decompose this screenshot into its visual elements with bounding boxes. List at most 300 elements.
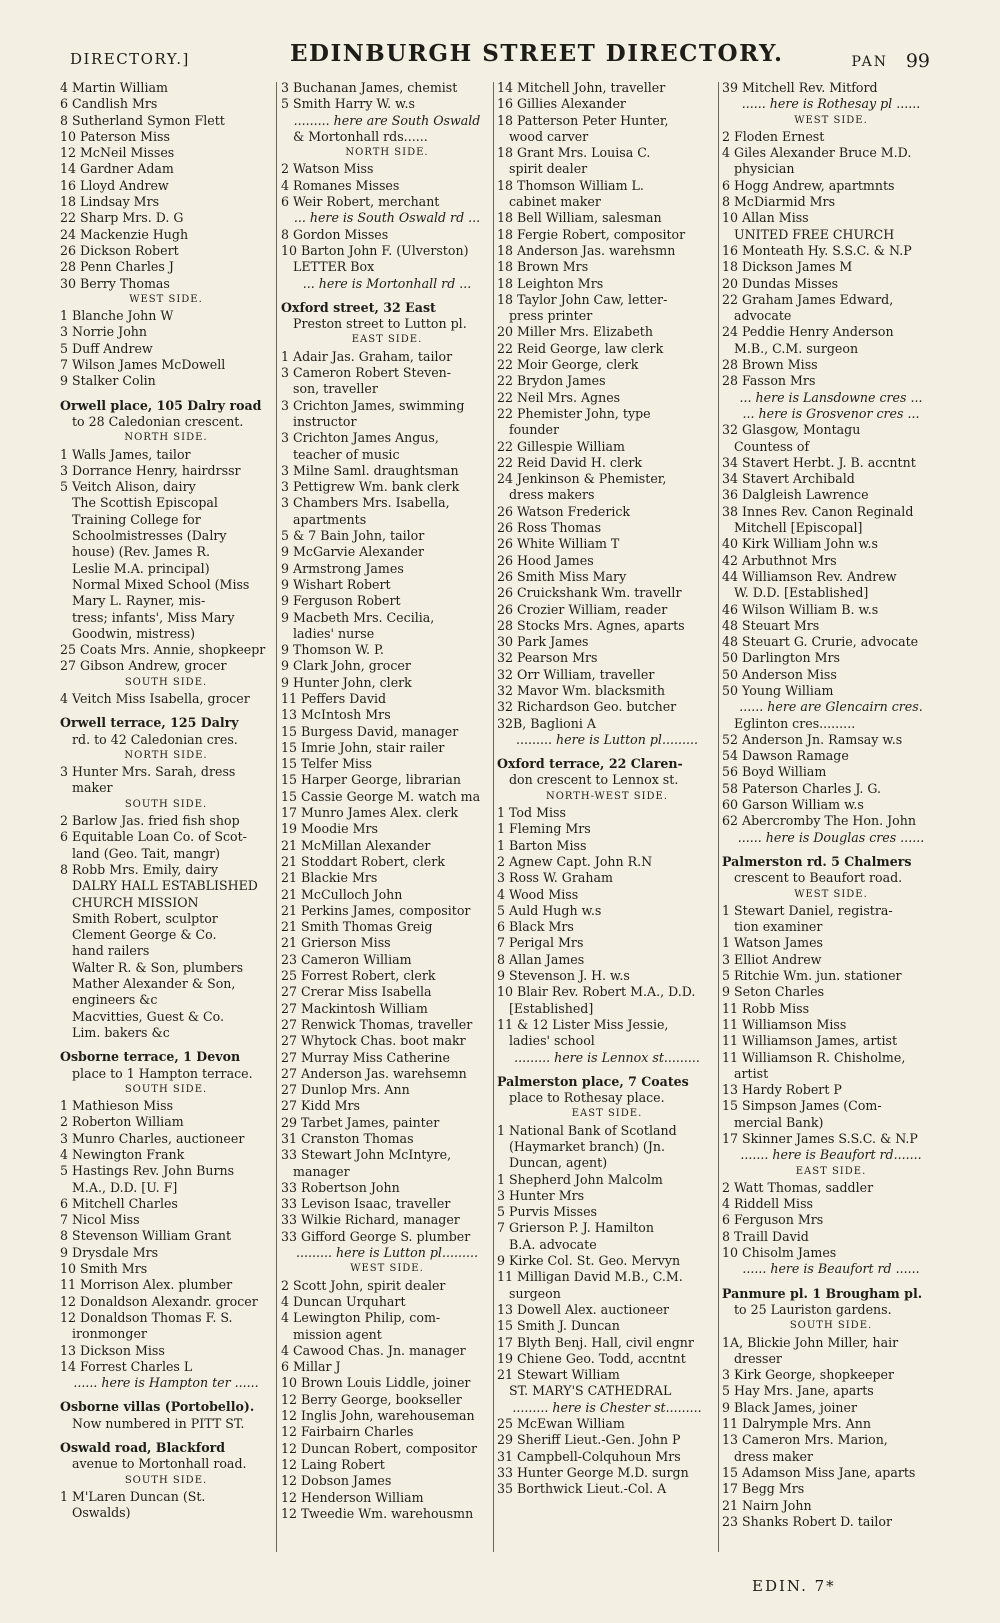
directory-entry: 18 Thomson William L. bbox=[497, 177, 644, 193]
directory-entry: 9 Hunter John, clerk bbox=[281, 674, 412, 690]
directory-entry: 6 Black Mrs bbox=[497, 919, 574, 935]
entry-continuation: LETTER Box bbox=[293, 259, 375, 275]
entry-continuation: advocate bbox=[734, 308, 792, 324]
entry-continuation: place to 1 Hampton terrace. bbox=[72, 1065, 253, 1081]
directory-entry: 13 Hardy Robert P bbox=[722, 1082, 842, 1098]
directory-entry: 33 Wilkie Richard, manager bbox=[281, 1212, 460, 1228]
directory-entry: 11 & 12 Lister Miss Jessie, bbox=[497, 1016, 669, 1032]
side-label: NORTH SIDE. bbox=[124, 749, 208, 761]
entry-continuation: dress maker bbox=[734, 1448, 814, 1464]
street-heading: Palmerston place, 7 Coates bbox=[497, 1073, 689, 1089]
directory-entry: 13 Cameron Mrs. Marion, bbox=[722, 1432, 888, 1448]
page-title: EDINBURGH STREET DIRECTORY. bbox=[290, 40, 784, 67]
directory-entry: 1 M'Laren Duncan (St. bbox=[60, 1488, 206, 1504]
spacer bbox=[60, 707, 272, 715]
directory-entry: 5 Purvis Misses bbox=[497, 1204, 597, 1220]
directory-entry: 27 Dunlop Mrs. Ann bbox=[281, 1082, 410, 1098]
column-divider bbox=[493, 82, 494, 1552]
entry-continuation: Walter R. & Son, plumbers bbox=[72, 959, 244, 975]
directory-entry: 21 Nairn John bbox=[722, 1497, 812, 1513]
entry-continuation: ironmonger bbox=[72, 1326, 147, 1342]
entry-continuation: Now numbered in PITT ST. bbox=[72, 1415, 245, 1431]
directory-entry: 54 Dawson Ramage bbox=[722, 748, 849, 764]
directory-entry: 22 Reid David H. clerk bbox=[497, 454, 643, 470]
cross-street-note: ... here is South Oswald rd ... bbox=[293, 210, 481, 226]
directory-entry: 3 Kirk George, shopkeeper bbox=[722, 1367, 895, 1383]
directory-entry: 28 Fasson Mrs bbox=[722, 373, 816, 389]
directory-entry: 21 Smith Thomas Greig bbox=[281, 919, 433, 935]
directory-entry: 31 Campbell-Colquhoun Mrs bbox=[497, 1448, 681, 1464]
directory-entry: 5 Hay Mrs. Jane, aparts bbox=[722, 1383, 874, 1399]
directory-entry: 30 Park James bbox=[497, 634, 589, 650]
directory-entry: 29 Tarbet James, painter bbox=[281, 1114, 440, 1130]
entry-continuation: DALRY HALL ESTABLISHED bbox=[72, 878, 258, 894]
entry-continuation: tress; infants', Miss Mary bbox=[72, 609, 235, 625]
directory-entry: 9 Stevenson J. H. w.s bbox=[497, 968, 630, 984]
directory-entry: 4 Duncan Urquhart bbox=[281, 1293, 406, 1309]
entry-continuation: ladies' nurse bbox=[293, 625, 375, 641]
directory-entry: 3 Norrie John bbox=[60, 324, 147, 340]
directory-entry: 7 Grierson P. J. Hamilton bbox=[497, 1220, 655, 1236]
directory-entry: 6 Millar J bbox=[281, 1359, 341, 1375]
cross-street-note: ......... here are South Oswald bbox=[293, 112, 481, 128]
directory-entry: 12 Donaldson Thomas F. S. bbox=[60, 1309, 233, 1325]
directory-entry: 5 Auld Hugh w.s bbox=[497, 902, 602, 918]
street-heading: Oswald road, Blackford bbox=[60, 1440, 226, 1456]
entry-continuation: don crescent to Lennox st. bbox=[509, 772, 679, 788]
entry-continuation: hand railers bbox=[72, 943, 150, 959]
directory-entry: 7 Wilson James McDowell bbox=[60, 357, 226, 373]
directory-entry: 3 Milne Saml. draughtsman bbox=[281, 462, 459, 478]
directory-entry: 24 Peddie Henry Anderson bbox=[722, 324, 894, 340]
entry-continuation: M.A., D.D. [U. F] bbox=[72, 1179, 178, 1195]
directory-entry: 10 Chisolm James bbox=[722, 1245, 837, 1261]
directory-entry: 2 Scott John, spirit dealer bbox=[281, 1277, 446, 1293]
directory-entry: 56 Boyd William bbox=[722, 764, 827, 780]
directory-entry: 15 Simpson James (Com- bbox=[722, 1098, 882, 1114]
street-heading: Orwell terrace, 125 Dalry bbox=[60, 715, 239, 731]
entry-continuation: place to Rothesay place. bbox=[509, 1090, 665, 1106]
directory-entry: 7 Perigal Mrs bbox=[497, 935, 584, 951]
entry-continuation: spirit dealer bbox=[509, 161, 588, 177]
directory-column-1 bbox=[60, 80, 272, 1550]
directory-column-2 bbox=[281, 80, 493, 1550]
directory-entry: 22 Neil Mrs. Agnes bbox=[497, 389, 621, 405]
directory-entry: 17 Skinner James S.S.C. & N.P bbox=[722, 1131, 918, 1146]
directory-entry: 30 Berry Thomas bbox=[60, 275, 170, 291]
side-label: EAST SIDE. bbox=[571, 1108, 643, 1120]
directory-entry: 18 Leighton Mrs bbox=[497, 275, 604, 291]
entry-continuation: crescent to Beaufort road. bbox=[734, 870, 903, 886]
entry-continuation: Normal Mixed School (Miss bbox=[72, 576, 250, 592]
directory-entry: 12 Duncan Robert, compositor bbox=[281, 1440, 478, 1456]
directory-entry: 27 Anderson Jas. warehsemn bbox=[281, 1065, 467, 1081]
street-heading: Orwell place, 105 Dalry road bbox=[60, 397, 262, 413]
entry-continuation: son, traveller bbox=[293, 381, 378, 397]
directory-entry: 6 Equitable Loan Co. of Scot- bbox=[60, 829, 247, 845]
entry-continuation: Mary L. Rayner, mis- bbox=[72, 593, 206, 609]
entry-continuation: W. D.D. [Established] bbox=[734, 585, 869, 601]
spacer bbox=[60, 1041, 272, 1049]
directory-entry: 8 Robb Mrs. Emily, dairy bbox=[60, 861, 218, 877]
directory-entry: 33 Robertson John bbox=[281, 1179, 400, 1195]
directory-entry: 12 Dobson James bbox=[281, 1473, 392, 1489]
street-heading: Palmerston rd. 5 Chalmers bbox=[722, 853, 912, 869]
directory-entry: 4 Romanes Misses bbox=[281, 177, 400, 193]
entry-continuation: Smith Robert, sculptor bbox=[72, 910, 218, 926]
directory-entry: 18 Bell William, salesman bbox=[497, 210, 662, 226]
directory-entry: 50 Darlington Mrs bbox=[722, 650, 841, 666]
entry-continuation: Duncan, agent) bbox=[509, 1155, 608, 1171]
directory-entry: 33 Levison Isaac, traveller bbox=[281, 1196, 451, 1212]
entry-continuation: Macvitties, Guest & Co. bbox=[72, 1008, 225, 1024]
entry-continuation: Leslie M.A. principal) bbox=[72, 560, 210, 576]
directory-entry: 38 Innes Rev. Canon Reginald bbox=[722, 503, 914, 519]
entry-continuation: apartments bbox=[293, 511, 367, 527]
directory-entry: 5 Smith Harry W. w.s bbox=[281, 96, 415, 112]
directory-entry: 13 Dickson Miss bbox=[60, 1342, 165, 1358]
side-label: NORTH-WEST SIDE. bbox=[545, 790, 669, 802]
directory-entry: 3 Hunter Mrs. Sarah, dress bbox=[60, 764, 236, 780]
entry-continuation: founder bbox=[509, 422, 559, 438]
directory-entry: 11 Dalrymple Mrs. Ann bbox=[722, 1416, 871, 1432]
entry-continuation: instructor bbox=[293, 413, 357, 429]
directory-entry: 2 Barlow Jas. fried fish shop bbox=[60, 813, 240, 829]
directory-entry: 15 Imrie John, stair railer bbox=[281, 739, 445, 755]
street-heading: Oxford street, 32 East bbox=[281, 299, 436, 315]
entry-continuation: tion examiner bbox=[734, 919, 823, 935]
directory-entry: 21 Stewart William bbox=[497, 1367, 620, 1383]
directory-entry: 4 Veitch Miss Isabella, grocer bbox=[60, 690, 250, 706]
directory-entry: 4 Wood Miss bbox=[497, 886, 579, 902]
directory-entry: 19 Moodie Mrs bbox=[281, 821, 379, 837]
directory-entry: 9 Thomson W. P. bbox=[281, 642, 384, 658]
directory-entry: 16 Gillies Alexander bbox=[497, 96, 626, 112]
directory-entry: 8 Sutherland Symon Flett bbox=[60, 112, 225, 128]
spacer bbox=[60, 1391, 272, 1399]
directory-entry: 14 Forrest Charles L bbox=[60, 1358, 193, 1374]
directory-entry: 9 McGarvie Alexander bbox=[281, 544, 424, 560]
page-number: 99 bbox=[905, 50, 930, 72]
directory-entry: 10 Barton John F. (Ulverston) bbox=[281, 242, 469, 258]
directory-entry: 7 Nicol Miss bbox=[60, 1212, 140, 1228]
directory-entry: 22 Reid George, law clerk bbox=[497, 340, 664, 356]
side-label: SOUTH SIDE. bbox=[124, 676, 208, 688]
directory-entry: 50 Anderson Miss bbox=[722, 666, 837, 682]
cross-street-note: ... here is Mortonhall rd ... bbox=[302, 275, 472, 291]
directory-entry: 9 Ferguson Robert bbox=[281, 593, 401, 609]
directory-entry: 19 Chiene Geo. Todd, accntnt bbox=[497, 1350, 686, 1366]
directory-entry: 21 Grierson Miss bbox=[281, 935, 391, 951]
directory-entry: 2 Agnew Capt. John R.N bbox=[497, 853, 653, 869]
directory-entry: 5 Duff Andrew bbox=[60, 340, 153, 356]
directory-entry: 1 Blanche John W bbox=[60, 308, 174, 324]
side-label: WEST SIDE. bbox=[794, 888, 868, 900]
page-footer-signature: EDIN. 7* bbox=[752, 1577, 836, 1595]
directory-entry: 3 Cameron Robert Steven- bbox=[281, 365, 452, 381]
street-heading: Osborne terrace, 1 Devon bbox=[60, 1049, 241, 1065]
spacer bbox=[281, 292, 493, 300]
directory-entry: 1 Tod Miss bbox=[497, 805, 566, 821]
entry-continuation: Goodwin, mistress) bbox=[72, 625, 196, 641]
directory-entry: 22 Gillespie William bbox=[497, 438, 625, 454]
directory-entry: 13 Dowell Alex. auctioneer bbox=[497, 1301, 670, 1317]
directory-entry: 22 Graham James Edward, bbox=[722, 291, 894, 307]
directory-entry: 11 Williamson Miss bbox=[722, 1016, 847, 1032]
directory-entry: 1 Adair Jas. Graham, tailor bbox=[281, 348, 453, 364]
directory-entry: 23 Cameron William bbox=[281, 951, 412, 967]
street-heading: Oxford terrace, 22 Claren- bbox=[497, 756, 683, 772]
directory-entry: 9 Black James, joiner bbox=[722, 1399, 858, 1415]
directory-entry: 48 Steuart Mrs bbox=[722, 617, 820, 633]
directory-entry: 2 Watt Thomas, saddler bbox=[722, 1179, 874, 1195]
directory-entry: 4 Cawood Chas. Jn. manager bbox=[281, 1342, 466, 1358]
directory-entry: 18 Grant Mrs. Louisa C. bbox=[497, 145, 651, 161]
directory-entry: 5 Ritchie Wm. jun. stationer bbox=[722, 968, 902, 984]
spacer bbox=[497, 1066, 717, 1074]
side-label: WEST SIDE. bbox=[350, 1263, 424, 1275]
entry-continuation: mercial Bank) bbox=[734, 1114, 824, 1130]
directory-entry: 58 Paterson Charles J. G. bbox=[722, 780, 882, 796]
entry-continuation: Preston street to Lutton pl. bbox=[293, 316, 467, 332]
entry-continuation: rd. to 42 Caledonian cres. bbox=[72, 731, 238, 747]
directory-entry: 24 Mackenzie Hugh bbox=[60, 226, 189, 242]
entry-continuation: cabinet maker bbox=[509, 194, 601, 210]
spacer bbox=[60, 1432, 272, 1440]
directory-entry: 12 Tweedie Wm. warehousmn bbox=[281, 1505, 474, 1521]
side-label: NORTH SIDE. bbox=[124, 432, 208, 444]
directory-entry: 3 Munro Charles, auctioneer bbox=[60, 1130, 245, 1146]
directory-entry: 1 National Bank of Scotland bbox=[497, 1122, 677, 1138]
directory-entry: 50 Young William bbox=[722, 682, 834, 698]
directory-entry: 26 Hood James bbox=[497, 552, 594, 568]
directory-entry: 26 White William T bbox=[497, 536, 620, 552]
entry-continuation: ladies' school bbox=[509, 1033, 595, 1049]
directory-entry: 9 Stalker Colin bbox=[60, 373, 156, 389]
entry-continuation: maker bbox=[72, 780, 113, 796]
directory-entry: 1 Mathieson Miss bbox=[60, 1098, 174, 1114]
directory-entry: 4 Martin William bbox=[60, 80, 168, 95]
directory-entry: 3 Pettigrew Wm. bank clerk bbox=[281, 479, 460, 495]
spacer bbox=[497, 748, 717, 756]
cross-street-note: ....... here is Beaufort rd....... bbox=[740, 1147, 922, 1163]
directory-entry: 44 Williamson Rev. Andrew bbox=[722, 568, 897, 584]
street-heading: Panmure pl. 1 Brougham pl. bbox=[722, 1285, 923, 1301]
side-label: SOUTH SIDE. bbox=[789, 1320, 873, 1332]
directory-entry: 4 Lewington Philip, com- bbox=[281, 1310, 441, 1326]
directory-entry: 39 Mitchell Rev. Mitford bbox=[722, 80, 878, 95]
directory-entry: 28 Brown Miss bbox=[722, 357, 818, 373]
directory-entry: 22 Phemister John, type bbox=[497, 405, 651, 421]
directory-entry: 12 Berry George, bookseller bbox=[281, 1391, 462, 1407]
side-label: WEST SIDE. bbox=[129, 293, 203, 305]
directory-entry: 11 Robb Miss bbox=[722, 1000, 810, 1016]
directory-entry: 15 Adamson Miss Jane, aparts bbox=[722, 1464, 916, 1480]
directory-entry: 17 Munro James Alex. clerk bbox=[281, 805, 459, 821]
entry-continuation: to 28 Caledonian crescent. bbox=[72, 413, 244, 429]
directory-entry: 15 Smith J. Duncan bbox=[497, 1318, 620, 1334]
directory-entry: 3 Buchanan James, chemist bbox=[281, 80, 458, 95]
street-heading: Osborne villas (Portobello). bbox=[60, 1399, 255, 1415]
directory-entry: 18 Patterson Peter Hunter, bbox=[497, 112, 669, 128]
column-divider bbox=[276, 82, 277, 1552]
side-label: WEST SIDE. bbox=[794, 114, 868, 126]
entry-continuation: Oswalds) bbox=[72, 1505, 131, 1521]
directory-entry: 27 Whytock Chas. boot makr bbox=[281, 1033, 466, 1049]
directory-entry: 5 Hastings Rev. John Burns bbox=[60, 1163, 235, 1179]
directory-entry: 27 Crerar Miss Isabella bbox=[281, 984, 432, 1000]
entry-continuation: manager bbox=[293, 1163, 350, 1179]
directory-entry: 9 Wishart Robert bbox=[281, 576, 391, 592]
directory-entry: 22 Sharp Mrs. D. G bbox=[60, 210, 184, 226]
directory-entry: 23 Shanks Robert D. tailor bbox=[722, 1513, 893, 1529]
side-label: EAST SIDE. bbox=[795, 1165, 867, 1177]
directory-entry: 1 Barton Miss bbox=[497, 837, 587, 853]
entry-continuation: Clement George & Co. bbox=[72, 927, 217, 943]
directory-entry: 18 Anderson Jas. warehsmn bbox=[497, 242, 676, 258]
directory-entry: 29 Sheriff Lieut.-Gen. John P bbox=[497, 1432, 681, 1448]
directory-entry: 14 Mitchell John, traveller bbox=[497, 80, 666, 95]
directory-entry: 3 Ross W. Graham bbox=[497, 870, 613, 886]
directory-entry: 33 Hunter George M.D. surgn bbox=[497, 1464, 689, 1480]
directory-entry: 9 Kirke Col. St. Geo. Mervyn bbox=[497, 1253, 681, 1269]
side-label: NORTH SIDE. bbox=[345, 147, 429, 159]
directory-entry: 27 Murray Miss Catherine bbox=[281, 1049, 450, 1065]
entry-continuation: UNITED FREE CHURCH bbox=[734, 226, 895, 242]
cross-street-note: ......... here is Lennox st......... bbox=[514, 1049, 700, 1065]
directory-entry: 18 Taylor John Caw, letter- bbox=[497, 291, 668, 307]
entry-continuation: artist bbox=[734, 1065, 769, 1081]
cross-street-note: ...... here is Hampton ter ...... bbox=[73, 1375, 259, 1391]
directory-entry: 27 Kidd Mrs bbox=[281, 1098, 360, 1114]
directory-entry: 27 Renwick Thomas, traveller bbox=[281, 1016, 473, 1032]
directory-entry: 1 Stewart Daniel, registra- bbox=[722, 902, 893, 918]
entry-continuation: (Haymarket branch) (Jn. bbox=[509, 1139, 665, 1154]
directory-entry: 18 Fergie Robert, compositor bbox=[497, 226, 686, 242]
cross-street-note: ...... here is Beaufort rd ...... bbox=[742, 1261, 920, 1277]
directory-entry: 46 Wilson William B. w.s bbox=[722, 601, 879, 617]
directory-entry: 11 Peffers David bbox=[281, 690, 387, 706]
entry-continuation: The Scottish Episcopal bbox=[72, 495, 218, 511]
entry-continuation: Mitchell [Episcopal] bbox=[734, 520, 863, 536]
directory-entry: 32 Pearson Mrs bbox=[497, 650, 598, 666]
directory-entry: 52 Anderson Jn. Ramsay w.s bbox=[722, 731, 903, 747]
entry-continuation: dresser bbox=[734, 1350, 782, 1366]
entry-continuation: M.B., C.M. surgeon bbox=[734, 340, 859, 356]
cross-street-note: ... here is Lansdowne cres ... bbox=[739, 389, 923, 405]
directory-entry: 9 Clark John, grocer bbox=[281, 658, 411, 674]
directory-entry: 8 Traill David bbox=[722, 1228, 809, 1244]
directory-entry: 10 Smith Mrs bbox=[60, 1261, 148, 1277]
directory-entry: 12 McNeil Misses bbox=[60, 145, 175, 161]
directory-entry: 6 Mitchell Charles bbox=[60, 1195, 178, 1211]
directory-entry: 9 Drysdale Mrs bbox=[60, 1244, 159, 1260]
directory-entry: 11 Williamson James, artist bbox=[722, 1033, 898, 1049]
directory-entry: 26 Crozier William, reader bbox=[497, 601, 668, 617]
directory-entry: 6 Ferguson Mrs bbox=[722, 1212, 824, 1228]
directory-entry: 11 Milligan David M.B., C.M. bbox=[497, 1269, 683, 1285]
entry-continuation: avenue to Mortonhall road. bbox=[72, 1456, 247, 1472]
directory-entry: 27 Mackintosh William bbox=[281, 1000, 428, 1016]
directory-entry: 10 Paterson Miss bbox=[60, 128, 170, 144]
side-label: EAST SIDE. bbox=[351, 334, 423, 346]
entry-continuation: Schoolmistresses (Dalry bbox=[72, 528, 227, 544]
directory-entry: 14 Gardner Adam bbox=[60, 161, 174, 177]
directory-entry: 32 Mavor Wm. blacksmith bbox=[497, 682, 665, 698]
directory-entry: 24 Jenkinson & Phemister, bbox=[497, 471, 667, 487]
directory-entry: 26 Ross Thomas bbox=[497, 520, 602, 536]
directory-entry: 17 Begg Mrs bbox=[722, 1481, 805, 1497]
entry-continuation: Countess of bbox=[734, 438, 810, 454]
directory-entry: 34 Stavert Herbt. J. B. accntnt bbox=[722, 454, 916, 470]
directory-entry: 5 & 7 Bain John, tailor bbox=[281, 528, 425, 544]
directory-entry: 21 Blackie Mrs bbox=[281, 870, 378, 886]
column-divider bbox=[718, 82, 719, 1552]
entry-continuation: teacher of music bbox=[293, 446, 400, 462]
side-label: SOUTH SIDE. bbox=[124, 798, 208, 810]
directory-entry: 11 Morrison Alex. plumber bbox=[60, 1277, 233, 1293]
directory-entry: 16 Lloyd Andrew bbox=[60, 177, 169, 193]
directory-entry: 18 Dickson James M bbox=[722, 259, 853, 275]
directory-entry: 9 Macbeth Mrs. Cecilia, bbox=[281, 609, 435, 625]
entry-continuation: mission agent bbox=[293, 1326, 382, 1342]
directory-entry: 8 McDiarmid Mrs bbox=[722, 194, 836, 210]
spacer bbox=[722, 846, 940, 854]
directory-entry: 4 Newington Frank bbox=[60, 1147, 185, 1162]
entry-continuation: to 25 Lauriston gardens. bbox=[734, 1301, 892, 1317]
directory-entry: 21 McMillan Alexander bbox=[281, 837, 431, 853]
directory-entry: 6 Hogg Andrew, apartmnts bbox=[722, 177, 895, 193]
directory-entry: 62 Abercromby The Hon. John bbox=[722, 813, 916, 829]
directory-entry: 5 Veitch Alison, dairy bbox=[60, 479, 196, 495]
entry-continuation: [Established] bbox=[509, 1000, 594, 1016]
cross-street-note: ......... here is Chester st......... bbox=[512, 1399, 702, 1415]
entry-continuation: physician bbox=[734, 161, 795, 177]
directory-entry: 48 Steuart G. Crurie, advocate bbox=[722, 634, 919, 650]
directory-entry: 16 Monteath Hy. S.S.C. & N.P bbox=[722, 242, 912, 258]
directory-entry: 3 Crichton James Angus, bbox=[281, 430, 439, 446]
directory-entry: 15 Cassie George M. watch ma bbox=[281, 788, 481, 804]
directory-entry: 12 Laing Robert bbox=[281, 1456, 385, 1472]
entry-continuation: Lim. bakers &c bbox=[72, 1024, 170, 1040]
directory-entry: 13 McIntosh Mrs bbox=[281, 707, 391, 723]
directory-entry: 25 Forrest Robert, clerk bbox=[281, 968, 436, 984]
directory-entry: 18 Brown Mrs bbox=[497, 259, 589, 275]
spacer bbox=[60, 390, 272, 398]
directory-entry: 10 Blair Rev. Robert M.A., D.D. bbox=[497, 984, 696, 1000]
directory-entry: 33 Gifford George S. plumber bbox=[281, 1228, 471, 1244]
cross-street-note: ...... here is Rothesay pl ...... bbox=[741, 96, 921, 112]
directory-entry: 4 Riddell Miss bbox=[722, 1196, 814, 1212]
directory-entry: 10 Brown Louis Liddle, joiner bbox=[281, 1375, 471, 1391]
directory-entry: 33 Stewart John McIntyre, bbox=[281, 1147, 452, 1163]
directory-entry: 26 Dickson Robert bbox=[60, 242, 179, 258]
directory-entry: 26 Watson Frederick bbox=[497, 503, 631, 519]
directory-entry: 1A, Blickie John Miller, hair bbox=[722, 1334, 899, 1350]
entry-continuation: wood carver bbox=[509, 128, 589, 144]
directory-entry: 35 Borthwick Lieut.-Col. A bbox=[497, 1481, 667, 1497]
directory-entry: 21 Perkins James, compositor bbox=[281, 902, 471, 918]
directory-entry: 32B, Baglioni A bbox=[497, 715, 596, 731]
directory-entry: 15 Burgess David, manager bbox=[281, 723, 459, 739]
directory-entry: 12 Inglis John, warehouseman bbox=[281, 1408, 475, 1424]
cross-street-note: ......... here is Lutton pl......... bbox=[296, 1245, 478, 1261]
directory-column-4 bbox=[722, 80, 940, 1550]
directory-entry: 12 Donaldson Alexandr. grocer bbox=[60, 1293, 258, 1309]
directory-entry: 20 Miller Mrs. Elizabeth bbox=[497, 324, 653, 340]
directory-entry: 6 Weir Robert, merchant bbox=[281, 194, 440, 210]
entry-continuation: press printer bbox=[509, 308, 593, 324]
